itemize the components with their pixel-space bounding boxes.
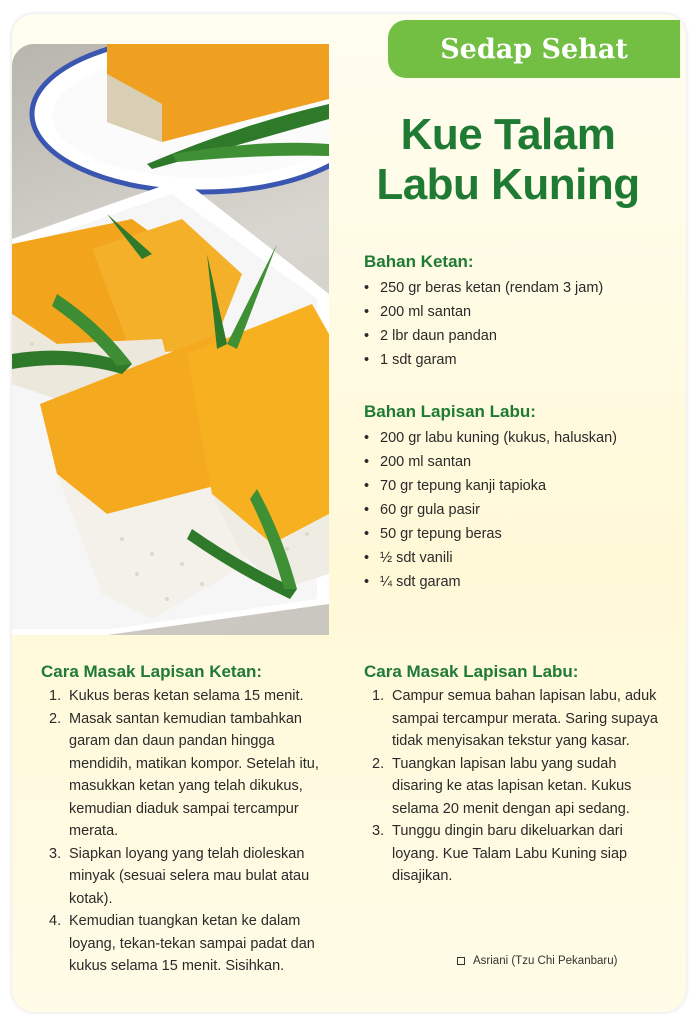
ingredient-item: • 1 sdt garam — [364, 348, 603, 372]
cara-labu-heading: Cara Masak Lapisan Labu: — [364, 662, 579, 681]
step-item — [41, 685, 336, 708]
title-line-2: Labu Kuning — [376, 160, 640, 209]
step-number: 2. — [372, 755, 385, 772]
ingredient-item: • 250 gr beras ketan (rendam 3 jam) — [364, 276, 603, 300]
step-text: Tuangkan lapisan labu yang sudah disaring ke atas lapisan ketan. Kukus selama 20 menit dengan api sedang. — [392, 755, 632, 817]
step-text: Tunggu dingin baru dikeluarkan dari loyang. Kue Talam Labu Kuning siap disajikan. — [392, 823, 628, 884]
step-text: Campur semua bahan lapisan labu, aduk sampai tercampur merata. Saring supaya tidak menyisakan tekstur yang kasar. — [392, 688, 658, 749]
cara-ketan-steps — [41, 685, 336, 978]
title-line-1: Kue Talam — [400, 110, 616, 159]
step-number: 1. — [49, 688, 62, 704]
bahan-ketan-list — [364, 276, 603, 372]
step-number: 3. — [49, 845, 62, 862]
step-text: Kemudian tuangkan ketan ke dalam loyang, tekan-tekan sampai padat dan kukus selama 15 menit. Sisihkan. — [69, 913, 315, 974]
step-number: 1. — [372, 688, 385, 704]
square-bullet-icon — [457, 957, 465, 965]
step-item — [41, 708, 336, 843]
step-number: 2. — [49, 710, 62, 727]
step-text: Kukus beras ketan selama 15 menit. — [69, 688, 304, 704]
ingredient-item: • 50 gr tepung beras — [364, 522, 617, 546]
section-badge: Sedap Sehat — [388, 20, 680, 78]
step-text: Masak santan kemudian tambahkan garam dan daun pandan hingga mendidih, matikan kompor. Setelah itu, masukkan ketan yang telah dikukus, kemudian diaduk sampai tercampur merata. — [69, 710, 319, 839]
step-item — [364, 685, 659, 753]
step-item — [364, 753, 659, 821]
step-item — [41, 910, 336, 978]
ingredient-item: • 70 gr tepung kanji tapioka — [364, 474, 617, 498]
ingredient-item: • 200 ml santan — [364, 450, 617, 474]
bahan-labu-heading: Bahan Lapisan Labu: — [364, 402, 536, 421]
ingredient-item: • ¼ sdt garam — [364, 570, 617, 594]
cara-labu-steps — [364, 685, 659, 888]
step-item — [364, 820, 659, 888]
bahan-labu-list — [364, 426, 617, 594]
step-item — [41, 843, 336, 911]
step-text: Siapkan loyang yang telah dioleskan minyak (sesuai selera mau bulat atau kotak). — [69, 845, 310, 907]
ingredient-item: • 200 ml santan — [364, 300, 603, 324]
step-number: 4. — [49, 913, 62, 929]
food-photo — [12, 44, 329, 635]
ingredient-item: • 2 lbr daun pandan — [364, 324, 603, 348]
credit-text: Asriani (Tzu Chi Pekanbaru) — [473, 955, 618, 967]
recipe-title — [348, 110, 668, 210]
author-credit — [457, 955, 617, 967]
ingredient-item: • 60 gr gula pasir — [364, 498, 617, 522]
ingredient-item: • 200 gr labu kuning (kukus, haluskan) — [364, 426, 617, 450]
step-number: 3. — [372, 823, 385, 839]
ingredient-item: • ½ sdt vanili — [364, 546, 617, 570]
cara-ketan-heading: Cara Masak Lapisan Ketan: — [41, 662, 263, 681]
bahan-ketan-heading: Bahan Ketan: — [364, 252, 474, 271]
